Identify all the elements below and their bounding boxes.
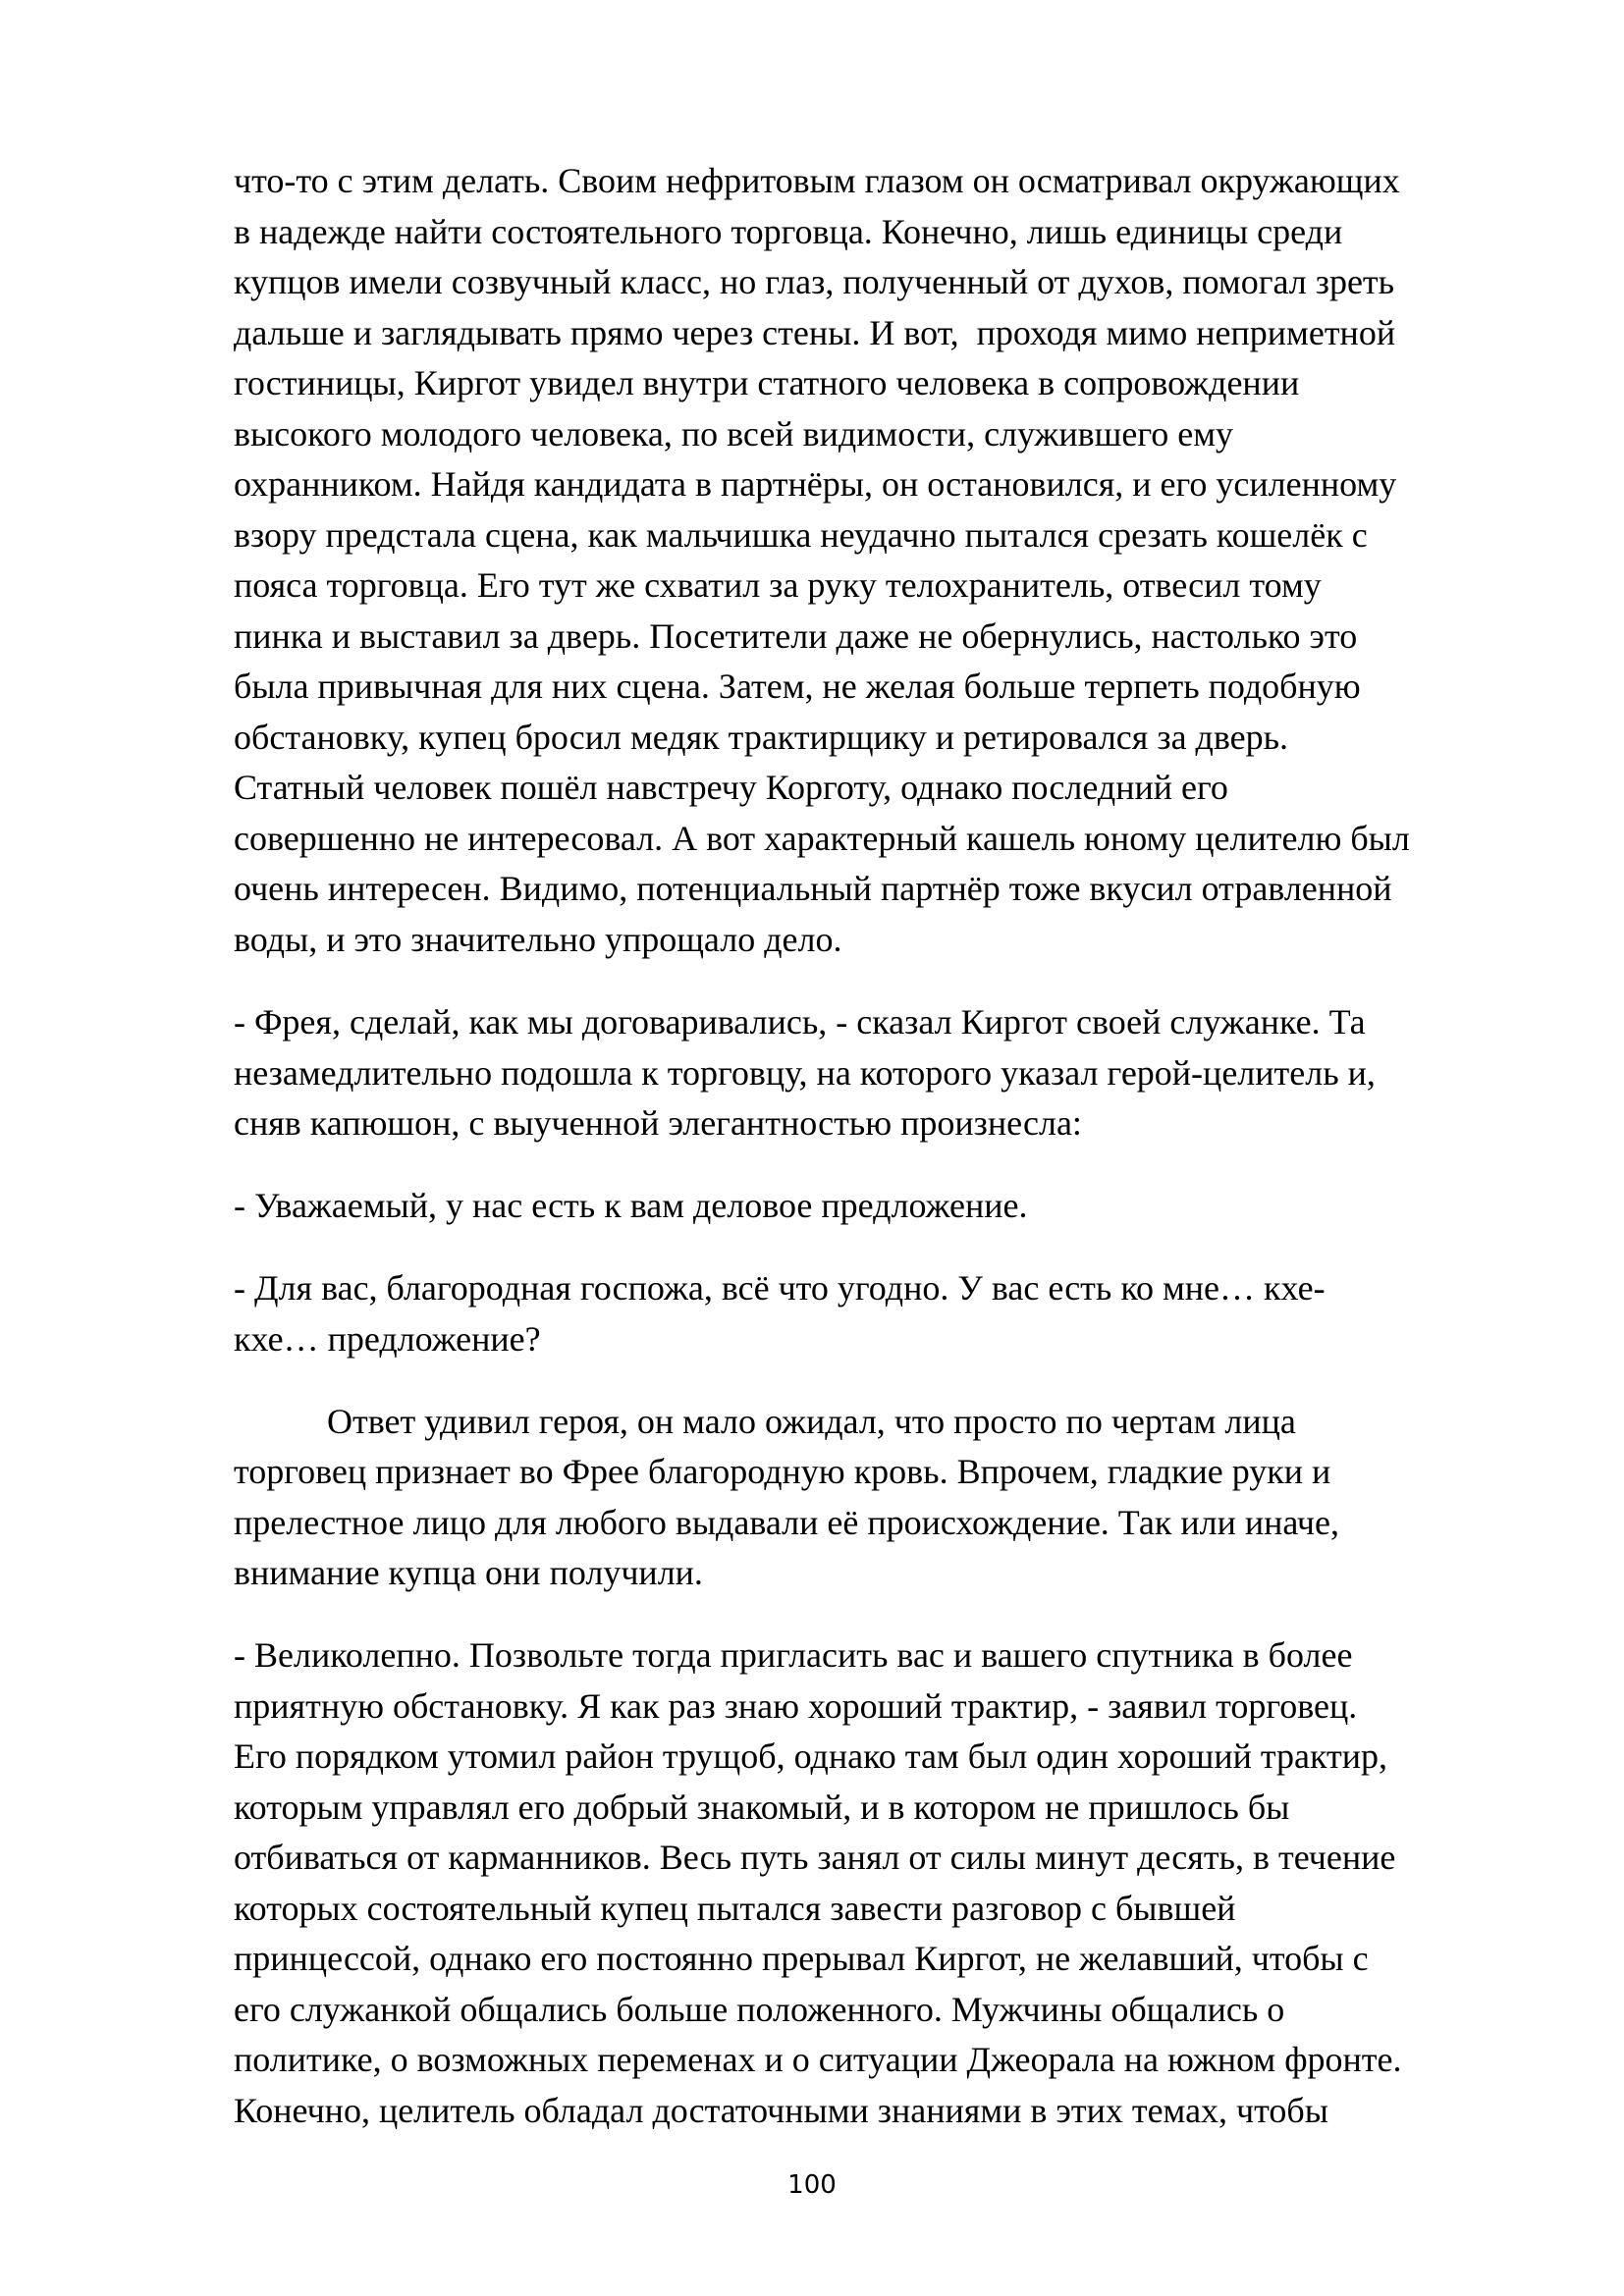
text-line: сняв капюшон, с выученной элегантностью произнесла: — [234, 1103, 1082, 1143]
text-line: очень интересен. Видимо, потенциальный партнёр тоже вкусил отравленной — [234, 869, 1392, 908]
text-line: обстановку, купец бросил медяк трактирщику и ретировался за дверь. — [234, 718, 1289, 757]
text-line: - Уважаемый, у нас есть к вам деловое предложение. — [234, 1186, 1028, 1225]
text-line: совершенно не интересовал. А вот характерный кашель юному целителю был — [234, 819, 1410, 858]
text-line: которых состоятельный купец пытался завести разговор с бывшей — [234, 1889, 1236, 1928]
text-line: незамедлительно подошла к торговцу, на которого указал герой-целитель и, — [234, 1053, 1376, 1093]
text-line: кхе… предложение? — [234, 1319, 541, 1359]
text-line: пояса торговца. Его тут же схватил за руку телохранитель, отвесил тому — [234, 565, 1322, 605]
text-line: взору предстала сцена, как мальчишка неудачно пытался срезать кошелёк с — [234, 515, 1368, 555]
text-line: дальше и заглядывать прямо через стены. И вот, проходя мимо неприметной — [234, 313, 1396, 352]
text-line: которым управлял его добрый знакомый, и в котором не пришлось бы — [234, 1788, 1290, 1827]
text-line: воды, и это значительно упрощало дело. — [234, 920, 842, 959]
text-line: в надежде найти состоятельного торговца. Конечно, лишь единицы среди — [234, 212, 1343, 251]
text-line: внимание купца они получили. — [234, 1553, 703, 1592]
text-line: торговец признает во Фрее благородную кровь. Впрочем, гладкие руки и — [234, 1452, 1331, 1491]
text-line: Его порядком утомил район трущоб, однако там был один хороший трактир, — [234, 1736, 1388, 1776]
text-line: купцов имели созвучный класс, но глаз, полученный от духов, помогал зреть — [234, 262, 1395, 301]
text-line: Конечно, целитель обладал достаточными знаниями в этих темах, чтобы — [234, 2091, 1328, 2130]
text-line: Статный человек пошёл навстречу Корготу, однако последний его — [234, 768, 1228, 807]
text-line: высокого молодого человека, по всей видимости, служившего ему — [234, 414, 1234, 454]
text-line: пинка и выставил за дверь. Посетители даже не обернулись, настолько это — [234, 616, 1358, 656]
text-line: приятную обстановку. Я как раз знаю хороший трактир, - заявил торговец. — [234, 1686, 1358, 1726]
text-line: принцессой, однако его постоянно прерывал Киргот, не желавший, чтобы с — [234, 1939, 1369, 1978]
text-line: прелестное лицо для любого выдавали её происхождение. Так или иначе, — [234, 1503, 1340, 1542]
text-line: охранником. Найдя кандидата в партнёры, он остановился, и его усиленному — [234, 464, 1397, 504]
text-line: - Фрея, сделай, как мы договаривались, - сказал Киргот своей служанке. Та — [234, 1002, 1366, 1041]
page-number: 100 — [787, 2170, 837, 2200]
text-line: отбиваться от карманников. Весь путь занял от силы минут десять, в течение — [234, 1838, 1396, 1877]
text-line: была привычная для них сцена. Затем, не желая больше терпеть подобную — [234, 667, 1361, 706]
text-line: что-то с этим делать. Своим нефритовым глазом он осматривал окружающих — [234, 161, 1400, 200]
text-line: его служанкой общались больше положенного. Мужчины общались о — [234, 1990, 1285, 2029]
text-line: Ответ удивил героя, он мало ожидал, что просто по чертам лица — [327, 1402, 1296, 1441]
text-line: гостиницы, Киргот увидел внутри статного человека в сопровождении — [234, 363, 1300, 402]
text-line: - Великолепно. Позвольте тогда пригласить вас и вашего спутника в более — [234, 1635, 1353, 1675]
text-line: - Для вас, благородная госпожа, всё что угодно. У вас есть ко мне… кхе- — [234, 1268, 1326, 1308]
text-line: политике, о возможных переменах и о ситуации Джеорала на южном фронте. — [234, 2040, 1402, 2079]
